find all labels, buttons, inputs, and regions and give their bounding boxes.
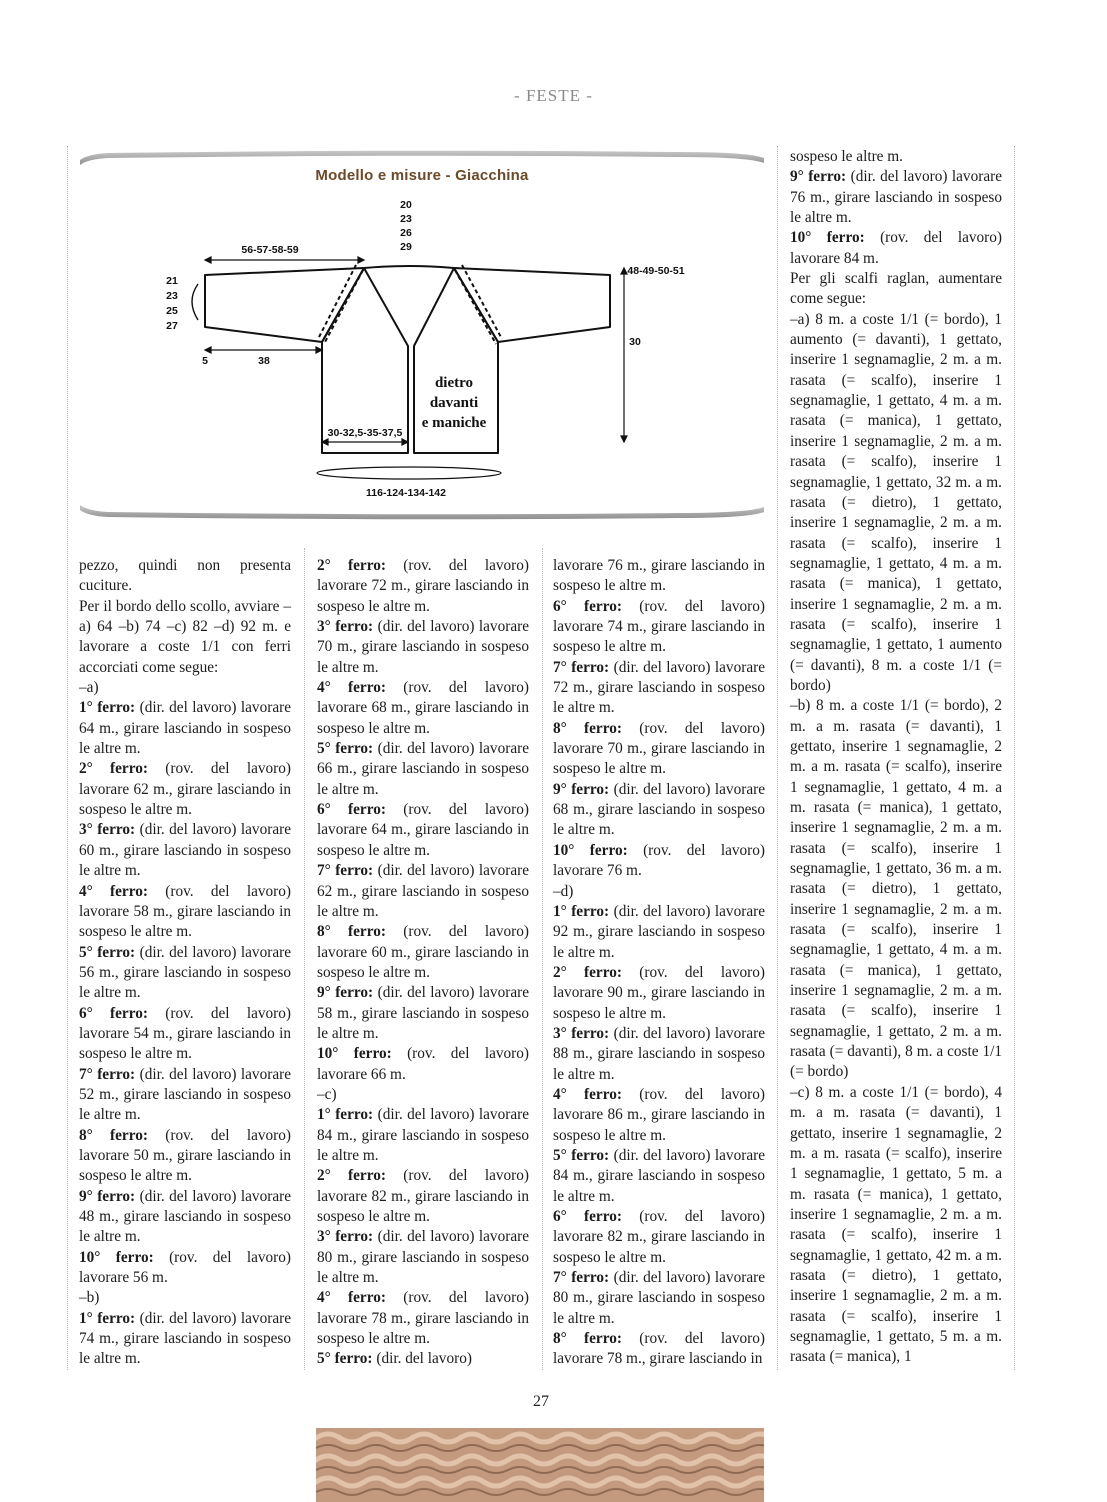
diagram-title: Modello e misure - Giacchina — [315, 167, 529, 184]
arrow-head — [205, 347, 211, 353]
knit-texture-image — [316, 1428, 764, 1502]
raglan-line-left — [318, 265, 356, 339]
arrow-head — [621, 436, 627, 442]
label-neck-4: 29 — [400, 241, 412, 253]
label-hem: 116-124-134-142 — [366, 487, 446, 499]
text-column-1: pezzo, quindi non presenta cuciture. Per il bordo dello scollo, avviare –a) 64 –b) 74 –c) 82 –d) 92 m. e lavorare a coste 1/1 con ferri accorciati come segue: –a) 1° ferro: (dir. del lavoro) lavorare 64 m., girare lasciando in sospeso le altre m. 2° ferro: (rov. del lavoro) lavorare 62 m., girare lasciando in sospeso le altre m. 3° ferro: (dir. del lavoro) lavorare 60 m., girare lasciando in sospeso le altre m. 4° ferro: (rov. del lavoro) lavorare 58 m., girare lasciando in sospeso le altre m. 5° ferro: (dir. del lavoro) lavorare 56 m., girare lasciando in sospeso le altre m. 6° ferro: (rov. del lavoro) lavorare 54 m., girare lasciando in sospeso le altre m. 7° ferro: (dir. del lavoro) lavorare 52 m., girare lasciando in sospeso le altre m. 8° ferro: (rov. del lavoro) lavorare 50 m., girare lasciando in sospeso le altre m. 9° ferro: (dir. del lavoro) lavorare 48 m., girare lasciando in sospeso le altre m. 10° ferro: (rov. del lavoro) lavorare 56 m. –b) 1° ferro: (dir. del lavoro) lavorare 74 m., girare lasciando in sospeso le altre m. — [79, 557, 291, 1368]
label-piece-2: davanti — [429, 395, 479, 411]
column-divider — [67, 146, 68, 1370]
label-front-width: 30-32,5-35-37,5 — [327, 427, 403, 439]
raglan-line-right — [462, 265, 502, 339]
column-divider — [304, 548, 305, 1370]
label-neck-2: 23 — [400, 213, 412, 225]
label-left-small: 5 — [202, 355, 208, 367]
right-sleeve — [454, 268, 610, 342]
column-divider — [1014, 146, 1015, 1370]
label-sleeve-length: 56-57-58-59 — [241, 244, 299, 256]
text-column-4: sospeso le altre m. 9° ferro: (dir. del lavoro) lavorare 76 m., girare lasciando in sospeso le altre m. 10° ferro: (rov. del lavoro) lavorare 84 m. Per gli scalfi raglan, aumentare come segue: –a) 8 m. a coste 1/1 (= bordo), 1 aumento (= davanti), 1 gettato, inserire 1 segnamaglie, 2 m. a m. rasata (= scalfo), inserire 1 segnamaglie, 1 gettato, 4 m. a m. rasata (= manica), 1 gettato, inserire 1 segnamaglie, 2 m. a m. rasata (= scalfo), inserire 1 segnamaglie, 1 gettato, 32 m. a m. rasata (= dietro), 1 gettato, inserire 1 segnamaglie, 2 m. a m. rasata (= scalfo), inserire 1 segnamaglie, 1 gettato, 4 m. a m. rasata (= manica), 1 gettato, inserire 1 segnamaglie, 2 m. a m. rasata (= scalfo), inserire 1 segnamaglie, 1 gettato, 1 aumento (= davanti), 8 m. a coste 1/1 (= bordo) –b) 8 m. a coste 1/1 (= bordo), 2 m. a m. rasata (= davanti), 1 gettato, inserire 1 segnamaglie, 2 m. a m. rasata (= scalfo), inserire 1 segnamaglie, 1 gettato, 4 m. a m. rasata (= manica), 1 gettato, inserire 1 segnamaglie, 2 m. a m. rasata (= scalfo), inserire 1 segnamaglie, 1 gettato, 36 m. a m. rasata (= dietro), 1 gettato, inserire 1 segnamaglie, 2 m. a m. rasata (= scalfo), inserire 1 segnamaglie, 1 gettato, 4 m. a m. rasata (= manica), 1 gettato, inserire 1 segnamaglie, 2 m. a m. rasata (= scalfo), inserire 1 segnamaglie, 1 gettato, 2 m. a m. rasata (= davanti), 8 m. a coste 1/1 (= bordo) –c) 8 m. a coste 1/1 (= bordo), 4 m. a m. rasata (= davanti), 1 gettato, inserire 1 segnamaglie, 2 m. a m. rasata (= scalfo), inserire 1 segnamaglie, 1 gettato, 5 m. a m. rasata (= manica), 1 gettato, inserire 1 segnamaglie, 2 m. a m. rasata (= scalfo), inserire 1 segnamaglie, 1 gettato, 42 m. a m. rasata (= dietro), 1 gettato, inserire 1 segnamaglie, 2 m. a m. rasata (= scalfo), inserire 1 segnamaglie, 1 gettato, 5 m. a m. rasata (= manica), 1 — [790, 148, 1002, 1366]
page-header: - FESTE - — [514, 86, 593, 105]
arrow-head — [358, 257, 364, 263]
label-piece-3: e maniche — [421, 415, 487, 431]
column-divider — [777, 146, 778, 1370]
page-number: 27 — [533, 1393, 549, 1410]
label-cuff-2: 23 — [166, 290, 178, 302]
label-piece-1: dietro — [434, 375, 474, 391]
label-neck-3: 26 — [400, 227, 412, 239]
left-sleeve — [205, 268, 364, 342]
garment-schematic — [78, 146, 766, 524]
left-front — [322, 268, 408, 453]
cuff-arrow — [192, 284, 198, 320]
text-column-3: lavorare 76 m., girare lasciando in sospeso le altre m. 6° ferro: (rov. del lavoro) lavorare 74 m., girare lasciando in sospeso le altre m. 7° ferro: (dir. del lavoro) lavorare 72 m., girare lasciando in sospeso le altre m. 8° ferro: (rov. del lavoro) lavorare 70 m., girare lasciando in sospeso le altre m. 9° ferro: (dir. del lavoro) lavorare 68 m., girare lasciando in sospeso le altre m. 10° ferro: (rov. del lavoro) lavorare 76 m. –d) 1° ferro: (dir. del lavoro) lavorare 92 m., girare lasciando in sospeso le altre m. 2° ferro: (rov. del lavoro) lavorare 90 m., girare lasciando in sospeso le altre m. 3° ferro: (dir. del lavoro) lavorare 88 m., girare lasciando in sospeso le altre m. 4° ferro: (rov. del lavoro) lavorare 86 m., girare lasciando in sospeso le altre m. 5° ferro: (dir. del lavoro) lavorare 84 m., girare lasciando in sospeso le altre m. 6° ferro: (rov. del lavoro) lavorare 82 m., girare lasciando in sospeso le altre m. 7° ferro: (dir. del lavoro) lavorare 80 m., girare lasciando in sospeso le altre m. 8° ferro: (rov. del lavoro) lavorare 78 m., girare lasciando in — [553, 557, 765, 1368]
label-armhole: 48-49-50-51 — [627, 265, 685, 277]
text-column-2: 2° ferro: (rov. del lavoro) lavorare 72 m., girare lasciando in sospeso le altre m. 3° ferro: (dir. del lavoro) lavorare 70 m., girare lasciando in sospeso le altre m. 4° ferro: (rov. del lavoro) lavorare 68 m., girare lasciando in sospeso le altre m. 5° ferro: (dir. del lavoro) lavorare 66 m., girare lasciando in sospeso le altre m. 6° ferro: (rov. del lavoro) lavorare 64 m., girare lasciando in sospeso le altre m. 7° ferro: (dir. del lavoro) lavorare 62 m., girare lasciando in sospeso le altre m. 8° ferro: (rov. del lavoro) lavorare 60 m., girare lasciando in sospeso le altre m. 9° ferro: (dir. del lavoro) lavorare 58 m., girare lasciando in sospeso le altre m. 10° ferro: (rov. del lavoro) lavorare 66 m. –c) 1° ferro: (dir. del lavoro) lavorare 84 m., girare lasciando in sospeso le altre m. 2° ferro: (rov. del lavoro) lavorare 82 m., girare lasciando in sospeso le altre m. 3° ferro: (dir. del lavoro) lavorare 80 m., girare lasciando in sospeso le altre m. 4° ferro: (rov. del lavoro) lavorare 78 m., girare lasciando in sospeso le altre m. 5° ferro: (dir. del lavoro) — [317, 557, 529, 1368]
hem-ellipse — [317, 467, 501, 479]
label-cuff-4: 27 — [166, 320, 178, 332]
neckline — [364, 266, 454, 268]
label-body-height: 30 — [629, 336, 641, 348]
label-cuff-3: 25 — [166, 305, 178, 317]
label-neck-1: 20 — [400, 199, 412, 211]
column-divider — [542, 548, 543, 1370]
arrow-head — [205, 257, 211, 263]
arrow-head — [621, 268, 627, 274]
label-cuff-1: 21 — [166, 275, 178, 287]
label-left-big: 38 — [258, 355, 270, 367]
